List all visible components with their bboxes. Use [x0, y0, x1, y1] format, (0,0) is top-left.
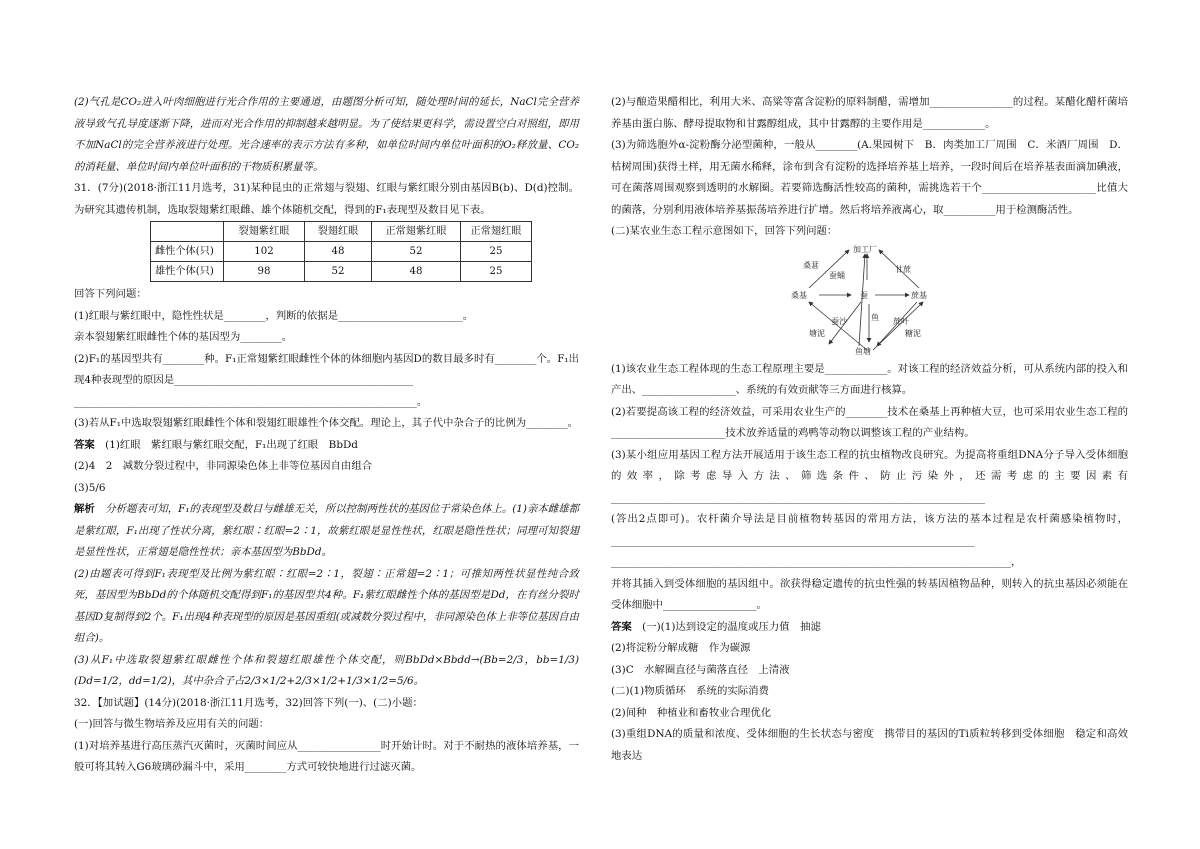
analysis-label: 解析: [74, 503, 95, 515]
sub-question-2: (2)F₁的基因型共有________种。F₁正常翅紫红眼雌性个体的体细胞内基因D的数目最多时有________个。F₁出现4种表现型的原因是______________________________________________: [74, 352, 579, 386]
eco-question-3d: 并将其插入到受体细胞的基因组中。欲获得稳定遗传的抗虫性强的转基因植物品种，则转入的抗虫基因必须能在受体细胞中__________________。: [611, 577, 1128, 611]
sub-question-1b: 亲本裂翅紫红眼雌性个体的基因型为________。: [74, 331, 293, 343]
eco-question-3c: _____________________________________________________________________________，: [611, 556, 1022, 568]
edge-label: 鱼: [871, 312, 879, 322]
ask-line: 回答下列问题：: [74, 288, 147, 300]
sub-question-2b: __________________________________________________________________。: [74, 395, 428, 408]
answer-label: 答案: [611, 620, 632, 633]
table-row: [151, 262, 532, 282]
table-header-cell: 正常翅红眼: [461, 222, 532, 242]
eco-question-1: (1)该农业生态工程体现的生态工程原理主要是____________。对该工程的经济效益分析，可从系统内部的投入和产出、__________________、系统的有效贡献等三方面进行核算。: [611, 362, 1128, 396]
node-silkworm: 蚕: [860, 290, 868, 300]
table-cell: 雄性个体(只): [151, 262, 224, 282]
edge-label: 蚕蛹: [829, 270, 845, 280]
answer-line-3: (3)C 水解圈直径与菌落直径 上清液: [611, 663, 790, 676]
analysis-2: (2)由题表可得到F₁表现型及比例为紫红眼∶红眼=2∶1，裂翅∶正常翅=2∶1；可推知两性状显性纯合致死，基因型为BbDd的个体随机交配得到F₁的基因型共4种。F₁紫红眼雌性个体的基因型是Dd，在有丝分裂时基因D复制得到2个。F₁出现4种表现型的原因是基因重组(或减数分裂过程中，非同源染色体上非等位基因自由组合)。: [74, 567, 579, 644]
answer-continuation: (2)气孔是CO₂进入叶肉细胞进行光合作用的主要通道，由题图分析可知，随处理时间的延长，NaCl完全营养液导致气孔导度逐渐下降，进而对光合作用的抑制越来越明显。为了使结果更科学，需设置空白对照组，即用不加NaCl的完全营养液进行处理。光合速率的表示方法有多种，如单位时间内单位叶面积的O₂释放量、CO₂的消耗量、单位时间内单位叶面积的干物质积累量等。: [74, 96, 579, 173]
answer-line-5: (2)间种 种植业和畜牧业合理优化: [611, 706, 772, 719]
table-cell: 雌性个体(只): [151, 242, 224, 262]
edge-label: 塘泥: [809, 328, 825, 338]
answer-line-2: (2)4 2 减数分裂过程中，非同源染色体上非等位基因自由组合: [74, 460, 373, 472]
answer-line-1: 答案 (1)红眼 紫红眼与紫红眼交配，F₁出现了红眼 BbDd: [74, 438, 358, 451]
analysis-3: (3)从F₁中选取裂翅紫红眼雌性个体和裂翅红眼雄性个体交配，则BbDd×Bbdd→(Bb=2/3，bb=1/3)(Dd=1/2，dd=1/2)，其中杂合子占2/3×1/2+2/3×1/2+1/3×1/2=5/6。: [74, 653, 579, 687]
table-cell: 102: [224, 242, 305, 262]
node-fish-pond: 鱼塘: [855, 346, 871, 356]
table-row: [151, 242, 532, 262]
node-cane-base: 蔗基: [911, 290, 927, 300]
question-32-sub-1: (1)对培养基进行高压蒸汽灭菌时，灭菌时间应从________________时开始计时。对于不耐热的液体培养基，一般可将其转入G6玻璃砂漏斗中，采用________方式可较快地进行过滤灭菌。: [74, 739, 579, 773]
table-cell: 25: [461, 262, 532, 282]
answer-label: 答案: [74, 438, 95, 451]
table-cell: 48: [305, 242, 372, 262]
question-31: 31．(7分)(2018·浙江11月选考，31)某种昆虫的正常翅与裂翅、红眼与紫红眼分别由基因B(b)、D(d)控制。为研究其遗传机制，选取裂翅紫红眼雌、雄个体随机交配，得到的F₁表现型及数目见下表。: [74, 182, 579, 216]
left-column: [74, 92, 579, 779]
table-header-cell: 裂翅红眼: [305, 222, 372, 242]
sub-question-3: (3)若从F₁中选取裂翅紫红眼雌性个体和裂翅红眼雄性个体交配。理论上，其子代中杂合子的比例为________。: [74, 417, 579, 429]
answer-line-1: 答案 (一)(1)达到设定的温度或压力值 抽滤: [611, 620, 821, 633]
question-32-sub-2: (2)与酿造果醋相比，利用大米、高粱等富含淀粉的原料制醋，需增加________________的过程。某醋化醋杆菌培养基由蛋白胨、酵母提取物和甘露醇组成，其中甘露醇的主要作用是____________。: [611, 96, 1128, 130]
question-32-part-1: (一)回答与微生物培养及应用有关的问题：: [74, 718, 270, 730]
question-32: 32．【加试题】(14分)(2018·浙江11月选考，32)回答下列(一)、(二)小题：: [74, 696, 423, 709]
answer-line-6: (3)重组DNA的质量和浓度、受体细胞的生长状态与密度 携带目的基因的Ti质粒转移到受体细胞 稳定和高效地表达: [611, 728, 1128, 762]
eco-question-3b: (答出2点即可)。农杆菌介导法是目前植物转基因的常用方法，该方法的基本过程是农杆菌感染植物时，______________________________________________________________________: [611, 513, 1128, 547]
table-header-cell: 正常翅紫红眼: [372, 222, 461, 242]
eco-engineering-diagram: [789, 244, 939, 356]
edge-label: 甘蔗: [895, 264, 911, 274]
answer-line-2: (2)将淀粉分解成糖 作为碳源: [611, 642, 751, 654]
table-cell: 52: [372, 242, 461, 262]
node-mulberry-base: 桑基: [791, 290, 807, 300]
edge-label: 蔗叶: [893, 316, 909, 326]
table-cell: 52: [305, 262, 372, 282]
table-header-cell: [151, 222, 224, 242]
answer-line-3: (3)5/6: [74, 481, 106, 494]
eco-question-3: (3)某小组应用基因工程方法开展适用于该生态工程的抗虫植物改良研究。为提高将重组DNA分子导入受体细胞的效率，除考虑导入方法、筛选条件、防止污染外，还需考虑的主要因素有________________________________________________________________________: [611, 448, 1128, 504]
question-32-sub-3: (3)为筛选胞外α-淀粉酶分泌型菌种，一般从________(A.果园树下 B．肉类加工厂周围 C．米酒厂周围 D．枯树周围)获得土样，用无菌水稀释，涂布到含有淀粉的选择培养基上培养，一段时间后在培养基表面滴加碘液，可在菌落周围观察到透明的水解圈。若要筛选酶活性较高的菌种，需挑选若干个______________________比值大的菌落，分别利用液体培养基振荡培养进行扩增。然后将培养液离心，取__________用于检测酶活性。: [611, 139, 1128, 216]
edge-label: 蚕沙: [831, 316, 847, 326]
right-column: [611, 92, 1128, 767]
question-32-part-2: (二)某农业生态工程示意图如下，回答下列问题：: [611, 225, 838, 237]
answer-line-4: (二)(1)物质循环 系统的实际消费: [611, 685, 769, 697]
edge-label: 桑葚: [803, 260, 819, 270]
table-header-row: [151, 222, 532, 242]
sub-question-1: (1)红眼与紫红眼中，隐性性状是________，判断的依据是________________________。: [74, 309, 474, 322]
eco-question-2: (2)若要提高该工程的经济效益，可采用农业生产的________技术在桑基上再种植大豆，也可采用农业生态工程的______________________技术放养适量的鸡鸭等动物以调整该工程的产业结构。: [611, 405, 1128, 439]
node-processing-plant: 加工厂: [853, 244, 877, 254]
table-header-cell: 裂翅紫红眼: [224, 222, 305, 242]
edge-label: 糖泥: [905, 328, 921, 338]
analysis-1: 解析 分析题表可知，F₁的表现型及数目与雌雄无关，所以控制两性状的基因位于常染色体上。(1)亲本雌雄都是紫红眼，F₁出现了性状分离，紫红眼∶红眼=2∶1，故紫红眼是显性性状，红眼是隐性性状；同理可知裂翅是显性性状，正常翅是隐性性状；亲本基因型为BbDd。: [74, 503, 580, 558]
table-cell: 48: [372, 262, 461, 282]
table-cell: 98: [224, 262, 305, 282]
table-cell: 25: [461, 242, 532, 262]
f1-phenotype-table: [150, 221, 532, 282]
